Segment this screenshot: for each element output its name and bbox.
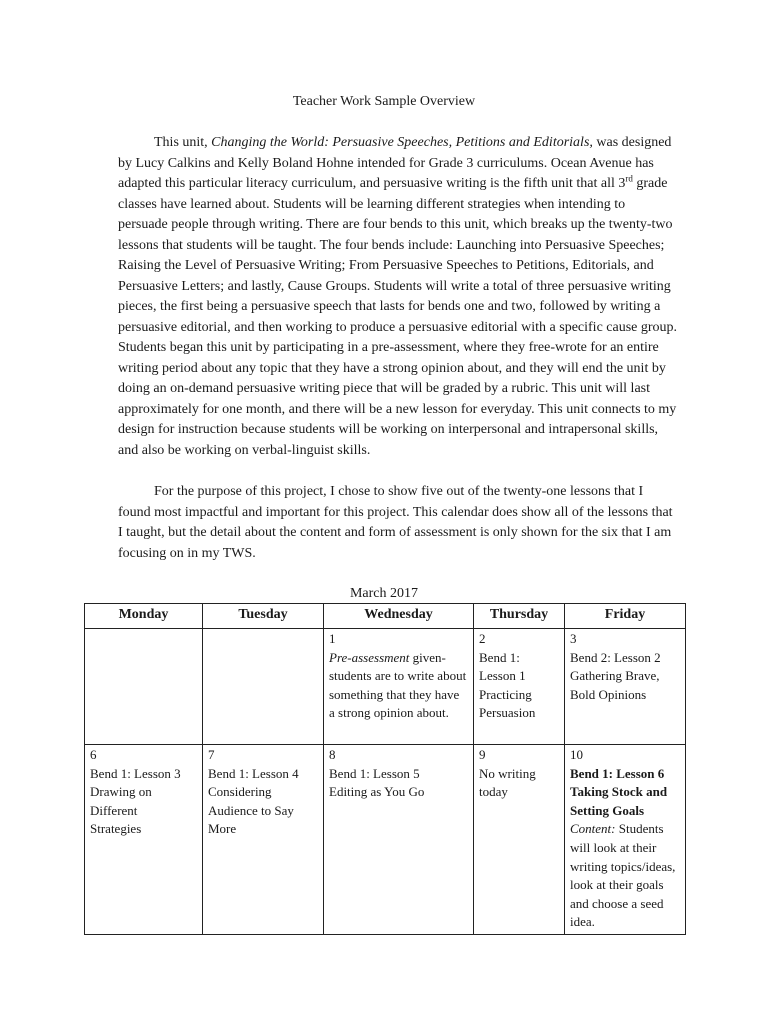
- cell-line: More: [208, 821, 237, 837]
- calendar-cell-mar-6: [85, 745, 203, 935]
- cell-line: Practicing: [479, 686, 532, 702]
- cell-line: Bend 1: Lesson 4: [208, 765, 299, 781]
- calendar-cell-mar-10: [565, 745, 686, 935]
- document-title: Teacher Work Sample Overview: [292, 94, 476, 109]
- calendar-cell-mar-3: [565, 629, 686, 745]
- calendar-week-row: [85, 629, 686, 745]
- paragraph-intro-part2: was designed by Lucy Calkins and Kelly Boland Hohne intended for Grade 3 curriculums. Ocean Avenue has adapted this particular literacy curriculum, and persuasive writing is the fifth unit that all 3: [118, 135, 672, 191]
- cell-line: Bend 1: Lesson 5: [329, 765, 420, 781]
- cell-line: Different: [90, 802, 138, 818]
- calendar-cell-mar-2: [474, 629, 565, 745]
- header-monday: Monday: [85, 604, 203, 629]
- content-text: Students will look at their writing topics/ideas, look at their goals and choose a seed idea.: [570, 821, 676, 930]
- cell-line: Audience to Say: [208, 802, 294, 818]
- calendar-cell-mar-9: [474, 745, 565, 935]
- header-tuesday: Tuesday: [203, 604, 324, 629]
- day-number: 9: [479, 747, 486, 762]
- unit-title-italic: Changing the World: Persuasive Speeches, Petitions and Editorials,: [211, 135, 593, 150]
- day-number: 2: [479, 631, 486, 646]
- calendar-title: March 2017: [349, 586, 419, 601]
- paragraph-intro: [118, 133, 678, 461]
- lesson-calendar: [84, 603, 686, 935]
- calendar-cell-mar-1: [324, 629, 474, 745]
- cell-line: Lesson 1: [479, 668, 526, 684]
- calendar-cell-mar-8: [324, 745, 474, 935]
- cell-line: Persuasion: [479, 705, 536, 721]
- paragraph-intro-start: This unit,: [154, 135, 212, 150]
- lesson-title-bold: Bend 1: Lesson 6 Taking Stock and Setting Goals: [570, 765, 668, 818]
- header-friday: Friday: [565, 604, 686, 629]
- cell-text: given- students are to write about something that they have a strong opinion about.: [329, 649, 467, 721]
- calendar-header-row: [85, 604, 686, 629]
- calendar-cell-empty: [85, 629, 203, 745]
- cell-line: Strategies: [90, 821, 142, 837]
- header-thursday: Thursday: [474, 604, 565, 629]
- cell-line: Gathering Brave,: [570, 668, 660, 684]
- calendar-week-row: [85, 745, 686, 935]
- day-number: 6: [90, 747, 97, 762]
- cell-line: Bold Opinions: [570, 686, 647, 702]
- cell-line: Considering: [208, 784, 272, 800]
- cell-line: Bend 2: Lesson 2: [570, 649, 661, 665]
- cell-line: today: [479, 784, 508, 800]
- paragraph-purpose: [118, 482, 678, 564]
- paragraph-purpose-text: For the purpose of this project, I chose to show five out of the twenty-one lessons that I found most impactful and important for this project. This calendar does show all of the lessons that I taught, but the detail about the content and form of assessment is only shown for the six that I am focusing on in my TWS.: [118, 484, 673, 561]
- pre-assessment-label: Pre-assessment: [329, 649, 410, 665]
- content-label: Content:: [570, 821, 616, 837]
- cell-line: Drawing on: [90, 784, 152, 800]
- paragraph-intro-part3: grade classes have learned about. Students will be learning different strategies when intending to persuade people through writing. There are four bends to this unit, which breaks up the twenty-two lessons that students will be taught. The four bends include: Launching into Persuasive Speeches; Raising the Level of Persuasive Writing; From Persuasive Speeches to Petitions, Editorials, and Persuasive Letters; and lastly, Cause Groups. Students will write a total of three persuasive writing pieces, the first being a persuasive speech that lasts for bends one and two, followed by writing a persuasive editorial, and then working to produce a persuasive editorial with a specific cause group. Students began this unit by participating in a pre-assessment, where they free-wrote for an entire writing period about any topic that they have a strong opinion about, and they will end the unit by doing an on-demand persuasive writing piece that will be graded by a rubric. This unit will last approximately for one month, and there will be a new lesson for everyday. This unit connects to my design for instruction because students will be working on interpersonal and intrapersonal skills, and also be working on verbal-linguist skills.: [118, 176, 678, 458]
- cell-line: Bend 1: Lesson 3: [90, 765, 181, 781]
- calendar-cell-empty: [203, 629, 324, 745]
- day-number: 1: [329, 631, 336, 646]
- header-wednesday: Wednesday: [324, 604, 474, 629]
- cell-line: Bend 1:: [479, 649, 520, 665]
- day-number: 8: [329, 747, 336, 762]
- day-number: 7: [208, 747, 215, 762]
- day-number: 10: [570, 747, 583, 762]
- ordinal-superscript: rd: [625, 173, 633, 184]
- day-number: 3: [570, 631, 577, 646]
- cell-line: No writing: [479, 765, 536, 781]
- cell-line: Editing as You Go: [329, 784, 425, 800]
- calendar-cell-mar-7: [203, 745, 324, 935]
